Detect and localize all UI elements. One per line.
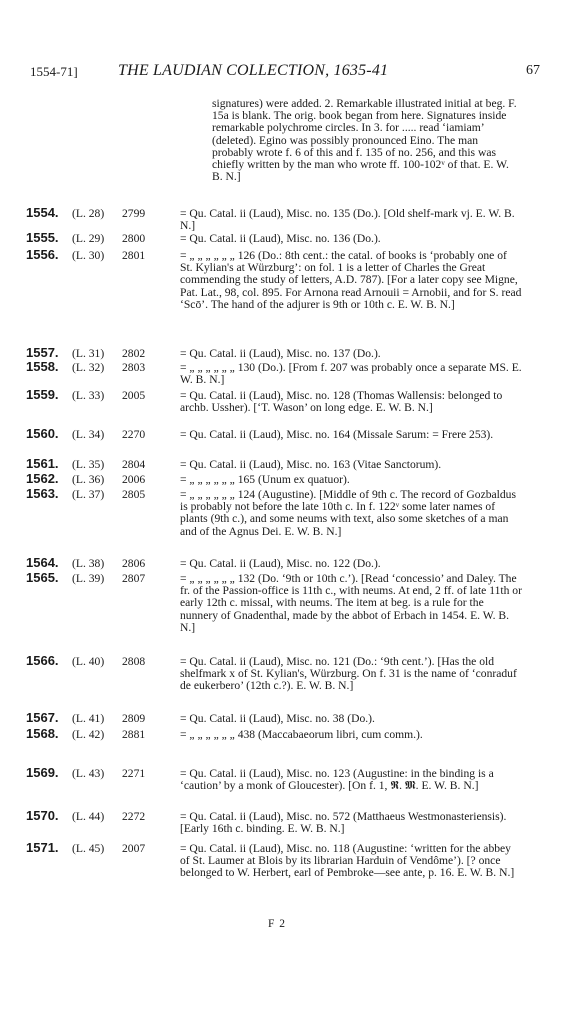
entry bbox=[26, 345, 526, 362]
entry bbox=[26, 570, 526, 656]
entry-laud-ref: (L. 29) bbox=[72, 232, 105, 245]
entry bbox=[26, 230, 526, 250]
entry-text: = Qu. Catal. ii (Laud), Misc. no. 123 (Augustine: in the binding is a ‘caution’ by a monk of Gloucester). [On f. 1, 𝕽. 𝕸. E. W. B. N.] bbox=[180, 767, 494, 793]
page-number: 67 bbox=[526, 63, 540, 78]
entry-bodleian-num: 2809 bbox=[122, 712, 146, 725]
entry-text: = Qu. Catal. ii (Laud), Misc. no. 572 (Matthaeus Westmonasteriensis). [Early 16th c. binding. E. W. B. N.] bbox=[180, 810, 507, 836]
entry-text: = Qu. Catal. ii (Laud), Misc. no. 121 (Do.: ‘9th cent.’). [Has the old shelfmark x of St. Kylian's, Würzburg. On f. 31 is the name of ‘conraduf de eukerbero’ (12th c.?). E. W. B. N.] bbox=[180, 655, 517, 693]
entry-text: = Qu. Catal. ii (Laud), Misc. no. 136 (Do.). bbox=[180, 232, 381, 245]
entry-bodleian-num: 2005 bbox=[122, 389, 146, 402]
entry-laud-ref: (L. 44) bbox=[72, 810, 105, 823]
entry bbox=[26, 387, 526, 429]
entry-laud-ref: (L. 34) bbox=[72, 428, 105, 441]
entry-bodleian-num: 2801 bbox=[122, 249, 146, 262]
entry bbox=[26, 653, 526, 713]
entry-number: 1569. bbox=[26, 765, 59, 780]
entry-bodleian-num: 2802 bbox=[122, 347, 146, 360]
entry bbox=[26, 726, 526, 768]
entry-bodleian-num: 2270 bbox=[122, 428, 146, 441]
entry-list bbox=[26, 205, 526, 903]
entry bbox=[26, 555, 526, 573]
entry-bodleian-num: 2807 bbox=[122, 572, 146, 585]
entry-number: 1556. bbox=[26, 247, 59, 262]
entry-bodleian-num: 2881 bbox=[122, 728, 146, 741]
entry-text: = Qu. Catal. ii (Laud), Misc. no. 118 (Augustine: ‘written for the abbey of St. Laumer at Blois by its librarian Harduin of Vendôme’). [? once belonged to W. Herbert, earl of Pembroke—see ante, p. 16. E. W. B. N.] bbox=[180, 842, 515, 880]
entry-number: 1566. bbox=[26, 653, 59, 668]
entry-laud-ref: (L. 38) bbox=[72, 557, 105, 570]
entry-bodleian-num: 2800 bbox=[122, 232, 146, 245]
entry-number: 1554. bbox=[26, 205, 59, 220]
entry-laud-ref: (L. 41) bbox=[72, 712, 105, 725]
entry-number: 1570. bbox=[26, 808, 59, 823]
entry bbox=[26, 426, 526, 459]
continuation-paragraph: signatures) were added. 2. Remarkable illustrated initial at beg. F. 15a is blank. The orig. book began from here. Signatures inside remarkable polychrome circles. In 3. for ..... read ‘iamiam’ (deleted). Egino was possibly pronounced Eino. The man probably wrote f. 6 of this and f. 135 of no. 256, and this was chiefly written by the man who wrote ff. 100-102ᵛ of that. E. W. B. N.] bbox=[212, 97, 517, 184]
entry-laud-ref: (L. 28) bbox=[72, 207, 105, 220]
entry-number: 1563. bbox=[26, 486, 59, 501]
entry-laud-ref: (L. 40) bbox=[72, 655, 105, 668]
entry-number: 1558. bbox=[26, 359, 59, 374]
entry-bodleian-num: 2799 bbox=[122, 207, 146, 220]
entry-laud-ref: (L. 43) bbox=[72, 767, 105, 780]
entry-laud-ref: (L. 36) bbox=[72, 473, 105, 486]
entry-laud-ref: (L. 30) bbox=[72, 249, 105, 262]
entry-number: 1559. bbox=[26, 387, 59, 402]
entry-text: = „ „ „ „ „ „ 126 (Do.: 8th cent.: the catal. of books is ‘probably one of St. Kylian's at Würzburg’: on fol. 1 is a letter of Charles the Great commending the study of letters, A.D. 787). [For a later copy see Migne, Pat. Lat., 98, col. 895. For Arnona read Arnouii = Arnobii, and for S. read ‘Scō’. The hand of the adjurer is 9th or 10th c. E. W. B. N.] bbox=[180, 249, 522, 311]
entry-number: 1568. bbox=[26, 726, 59, 741]
entry bbox=[26, 840, 526, 903]
entry-text: = Qu. Catal. ii (Laud), Misc. no. 135 (Do.). [Old shelf-mark vj. E. W. B. N.] bbox=[180, 207, 515, 233]
entry bbox=[26, 765, 526, 811]
entry-number: 1557. bbox=[26, 345, 59, 360]
signature-mark: F 2 bbox=[268, 918, 287, 930]
entry bbox=[26, 486, 526, 558]
entry bbox=[26, 205, 526, 233]
entry bbox=[26, 359, 526, 390]
entry-text: = „ „ „ „ „ „ 130 (Do.). [From f. 207 was probably once a separate MS. E. W. B. N.] bbox=[180, 361, 522, 387]
entry-laud-ref: (L. 32) bbox=[72, 361, 105, 374]
entry bbox=[26, 456, 526, 474]
entry-bodleian-num: 2808 bbox=[122, 655, 146, 668]
entry-bodleian-num: 2805 bbox=[122, 488, 146, 501]
entry-text: = Qu. Catal. ii (Laud), Misc. no. 38 (Do.). bbox=[180, 712, 375, 725]
entry-laud-ref: (L. 35) bbox=[72, 458, 105, 471]
entry-number: 1561. bbox=[26, 456, 59, 471]
entry-laud-ref: (L. 42) bbox=[72, 728, 105, 741]
entry-number: 1567. bbox=[26, 710, 59, 725]
running-header bbox=[30, 62, 540, 82]
entry-text: = „ „ „ „ „ „ 438 (Maccabaeorum libri, cum comm.). bbox=[180, 728, 423, 741]
entry-bodleian-num: 2806 bbox=[122, 557, 146, 570]
entry-text: = Qu. Catal. ii (Laud), Misc. no. 137 (Do.). bbox=[180, 347, 381, 360]
entry-bodleian-num: 2804 bbox=[122, 458, 146, 471]
entry-laud-ref: (L. 45) bbox=[72, 842, 105, 855]
entry-number: 1571. bbox=[26, 840, 59, 855]
entry-text: = Qu. Catal. ii (Laud), Misc. no. 164 (Missale Sarum: = Frere 253). bbox=[180, 428, 494, 441]
entry-bodleian-num: 2006 bbox=[122, 473, 146, 486]
entry-text: = Qu. Catal. ii (Laud), Misc. no. 128 (Thomas Wallensis: belonged to archb. Ussher). [‘T. Wason’ on long edge. E. W. B. N.] bbox=[180, 389, 503, 415]
entry-bodleian-num: 2803 bbox=[122, 361, 146, 374]
entry-bodleian-num: 2272 bbox=[122, 810, 146, 823]
entry bbox=[26, 710, 526, 729]
entry-laud-ref: (L. 39) bbox=[72, 572, 105, 585]
entry bbox=[26, 808, 526, 843]
entry-text: = „ „ „ „ „ „ 132 (Do. ‘9th or 10th c.’). [Read ‘concessio’ and Daley. The fr. of the Passion-office is 11th c., with neums. At end, 2 ff. of late 11th or early 12th c. missal, with neums. The item at beg. is a rule for the nunnery of Gnadenthal, made by the abbot of Erbach in 1454. E. W. B. N.] bbox=[180, 572, 522, 634]
entry-number: 1562. bbox=[26, 471, 59, 486]
entry-text: = „ „ „ „ „ „ 124 (Augustine). [Middle of 9th c. The record of Gozbaldus is probably not before the late 10th c. In f. 122ᵛ some later names of plants (9th c.), and some neums with text, also some sketches of a man and of the Agnus Dei. E. W. B. N.] bbox=[180, 488, 516, 538]
entry-text: = „ „ „ „ „ „ 165 (Unum ex quatuor). bbox=[180, 473, 350, 486]
header-title: THE LAUDIAN COLLECTION, 1635-41 bbox=[118, 62, 389, 79]
entry-text: = Qu. Catal. ii (Laud), Misc. no. 122 (Do.). bbox=[180, 557, 381, 570]
entry-bodleian-num: 2007 bbox=[122, 842, 146, 855]
entry-laud-ref: (L. 31) bbox=[72, 347, 105, 360]
entry-laud-ref: (L. 37) bbox=[72, 488, 105, 501]
entry-bodleian-num: 2271 bbox=[122, 767, 146, 780]
entry-laud-ref: (L. 33) bbox=[72, 389, 105, 402]
entry-number: 1555. bbox=[26, 230, 59, 245]
entry-number: 1565. bbox=[26, 570, 59, 585]
entry-text: = Qu. Catal. ii (Laud), Misc. no. 163 (Vitae Sanctorum). bbox=[180, 458, 442, 471]
entry-number: 1564. bbox=[26, 555, 59, 570]
entry bbox=[26, 247, 526, 348]
entry-number: 1560. bbox=[26, 426, 59, 441]
entry bbox=[26, 471, 526, 489]
header-range: 1554-71] bbox=[30, 64, 78, 79]
